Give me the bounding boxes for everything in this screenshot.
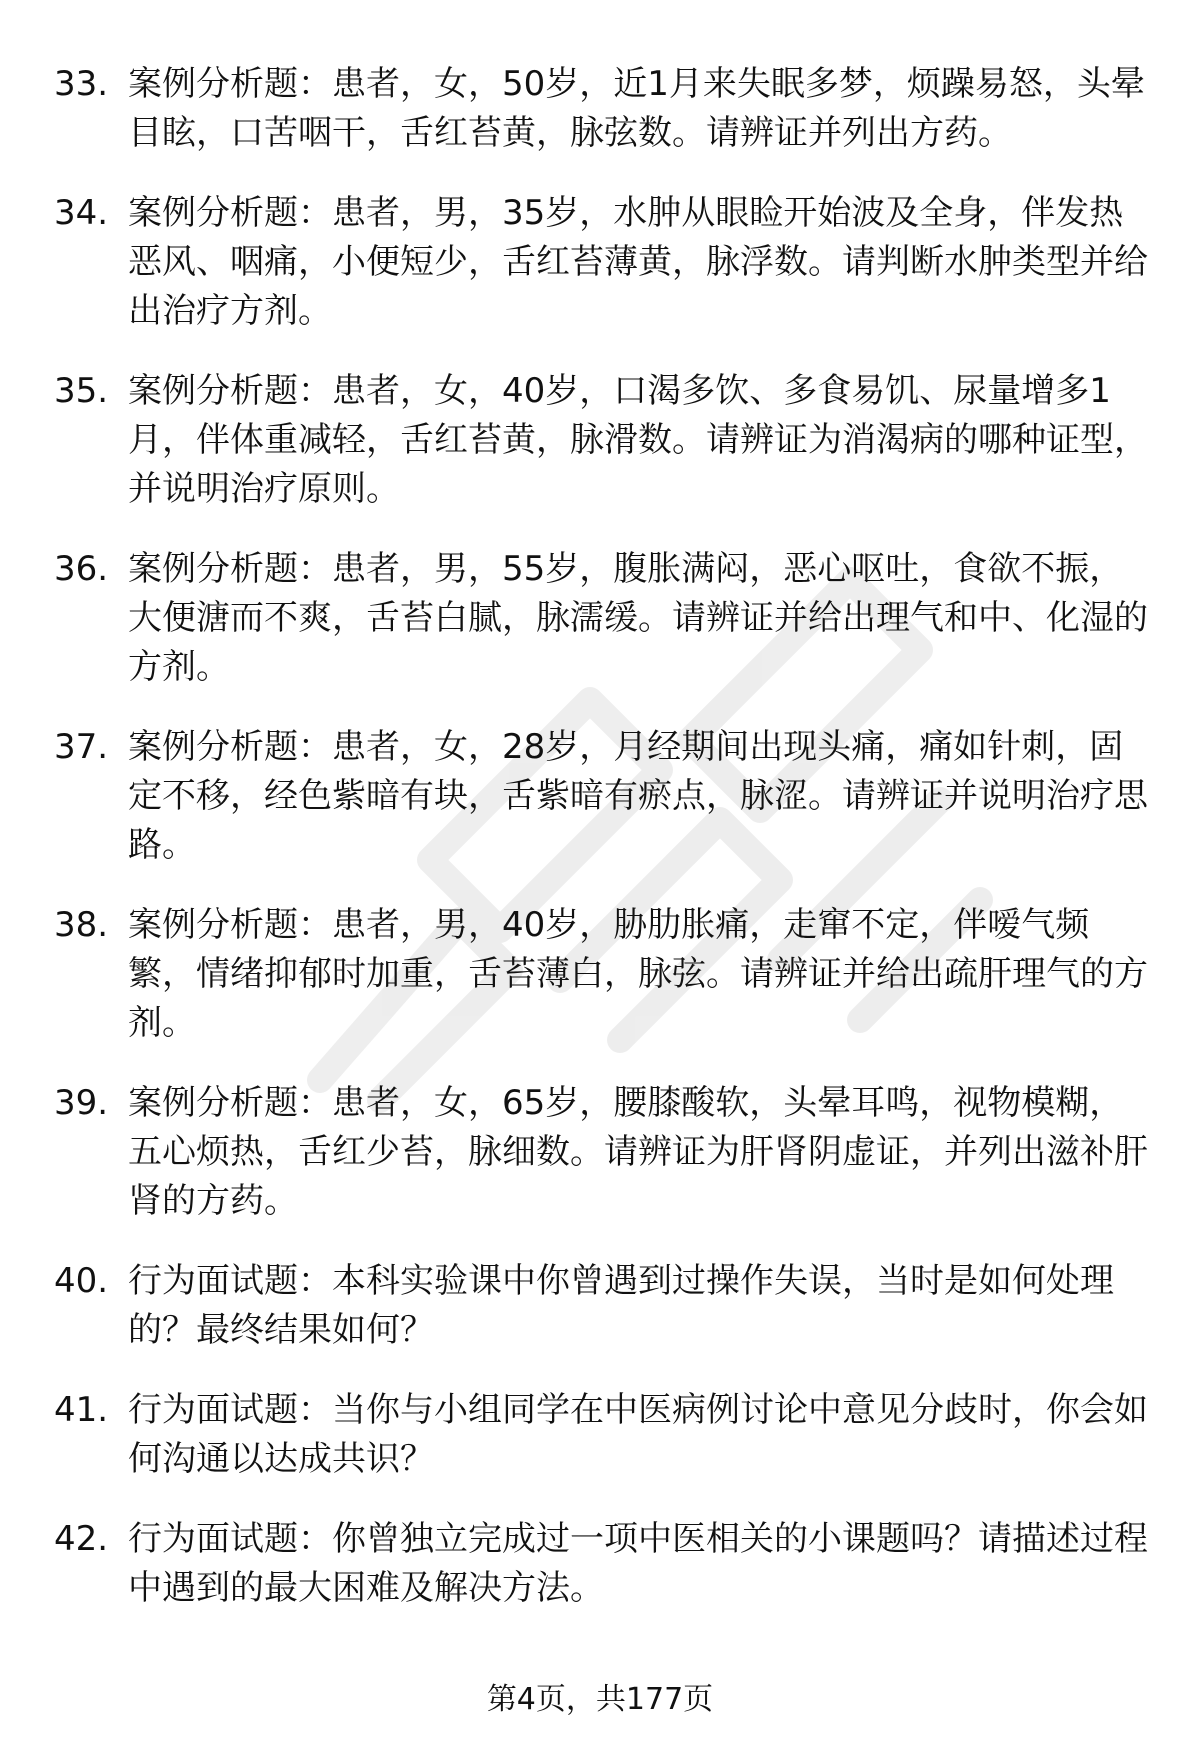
question-number: 41. <box>54 1390 109 1430</box>
question-text: 行为面试题：你曾独立完成过一项中医相关的小课题吗？请描述过程中遇到的最大困难及解决方法。 <box>128 1519 1148 1608</box>
question-item-39 <box>54 1079 1154 1226</box>
question-item-42 <box>54 1515 1154 1613</box>
question-number: 33. <box>54 64 109 104</box>
question-text: 案例分析题：患者，男，55岁，腹胀满闷，恶心呕吐，食欲不振，大便溏而不爽，舌苔白腻，脉濡缓。请辨证并给出理气和中、化湿的方剂。 <box>128 549 1148 687</box>
question-text: 案例分析题：患者，女，28岁，月经期间出现头痛，痛如针刺，固定不移，经色紫暗有块，舌紫暗有瘀点，脉涩。请辨证并说明治疗思路。 <box>128 727 1148 865</box>
question-item-40 <box>54 1257 1154 1355</box>
question-text: 案例分析题：患者，女，65岁，腰膝酸软，头晕耳鸣，视物模糊，五心烦热，舌红少苔，脉细数。请辨证为肝肾阴虚证，并列出滋补肝肾的方药。 <box>128 1083 1148 1221</box>
question-item-38 <box>54 901 1154 1048</box>
question-text: 案例分析题：患者，男，35岁，水肿从眼睑开始波及全身，伴发热恶风、咽痛，小便短少，舌红苔薄黄，脉浮数。请判断水肿类型并给出治疗方剂。 <box>128 193 1148 331</box>
page-footer: 第4页，共177页 <box>486 1682 714 1717</box>
question-item-33 <box>54 60 1154 158</box>
question-text: 行为面试题：当你与小组同学在中医病例讨论中意见分歧时，你会如何沟通以达成共识？ <box>128 1390 1148 1479</box>
question-number: 39. <box>54 1083 109 1123</box>
question-number: 36. <box>54 549 109 589</box>
question-number: 42. <box>54 1519 109 1559</box>
question-number: 37. <box>54 727 109 767</box>
question-number: 34. <box>54 193 109 233</box>
question-item-34 <box>54 189 1154 336</box>
question-text: 案例分析题：患者，男，40岁，胁肋胀痛，走窜不定，伴嗳气频繁，情绪抑郁时加重，舌苔薄白，脉弦。请辨证并给出疏肝理气的方剂。 <box>128 905 1148 1043</box>
question-item-36 <box>54 545 1154 692</box>
question-text: 行为面试题：本科实验课中你曾遇到过操作失误，当时是如何处理的？最终结果如何？ <box>128 1261 1114 1350</box>
question-item-41 <box>54 1386 1154 1484</box>
question-text: 案例分析题：患者，女，40岁，口渴多饮、多食易饥、尿量增多1月，伴体重减轻，舌红苔黄，脉滑数。请辨证为消渴病的哪种证型，并说明治疗原则。 <box>128 371 1148 509</box>
question-number: 35. <box>54 371 109 411</box>
question-text: 案例分析题：患者，女，50岁，近1月来失眠多梦，烦躁易怒，头晕目眩，口苦咽干，舌红苔黄，脉弦数。请辨证并列出方药。 <box>128 64 1145 153</box>
question-list <box>54 60 1154 1644</box>
question-item-35 <box>54 367 1154 514</box>
question-number: 38. <box>54 905 109 945</box>
question-item-37 <box>54 723 1154 870</box>
question-number: 40. <box>54 1261 109 1301</box>
